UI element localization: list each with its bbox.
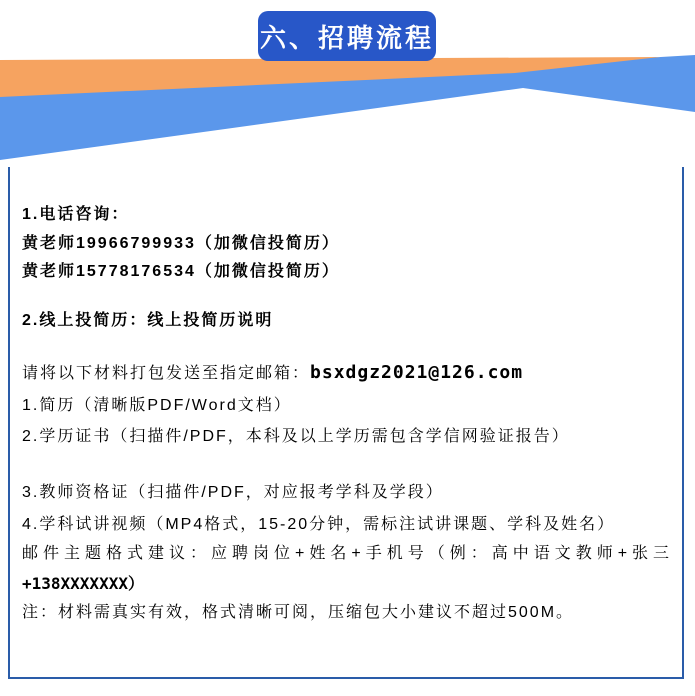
material-item-2: 2.学历证书（扫描件/PDF，本科及以上学历需包含学信网验证报告）: [22, 428, 570, 445]
section-title-text: 六、招聘流程: [259, 22, 434, 53]
material-item-3: 3.教师资格证（扫描件/PDF，对应报考学科及学段）: [22, 484, 444, 501]
subject-format-line-1: 邮件主题格式建议：应聘岗位+姓名+手机号（例：高中语文教师+张三: [22, 545, 675, 562]
phone-contact-line-2: 黄老师15778176534（加微信投简历）: [22, 263, 340, 280]
subject-format-line-2: +138XXXXXXX）: [22, 574, 144, 593]
note-line: 注：材料需真实有效，格式清晰可阅，压缩包大小建议不超过500M。: [22, 604, 575, 621]
phone-consult-heading: 1.电话咨询：: [22, 206, 130, 223]
email-address: bsxdgz2021@126.com: [310, 362, 524, 383]
material-item-1: 1.简历（清晰版PDF/Word文档）: [22, 397, 292, 414]
material-item-4: 4.学科试讲视频（MP4格式，15-20分钟，需标注试讲课题、学科及姓名）: [22, 516, 616, 533]
email-instruction-line: [22, 363, 682, 384]
phone-contact-line-1: 黄老师19966799933（加微信投简历）: [22, 235, 340, 252]
online-resume-heading: 2.线上投简历：线上投简历说明: [22, 312, 274, 329]
email-instruction-prefix: 请将以下材料打包发送至指定邮箱：: [22, 365, 311, 382]
section-title-badge: [258, 11, 436, 61]
